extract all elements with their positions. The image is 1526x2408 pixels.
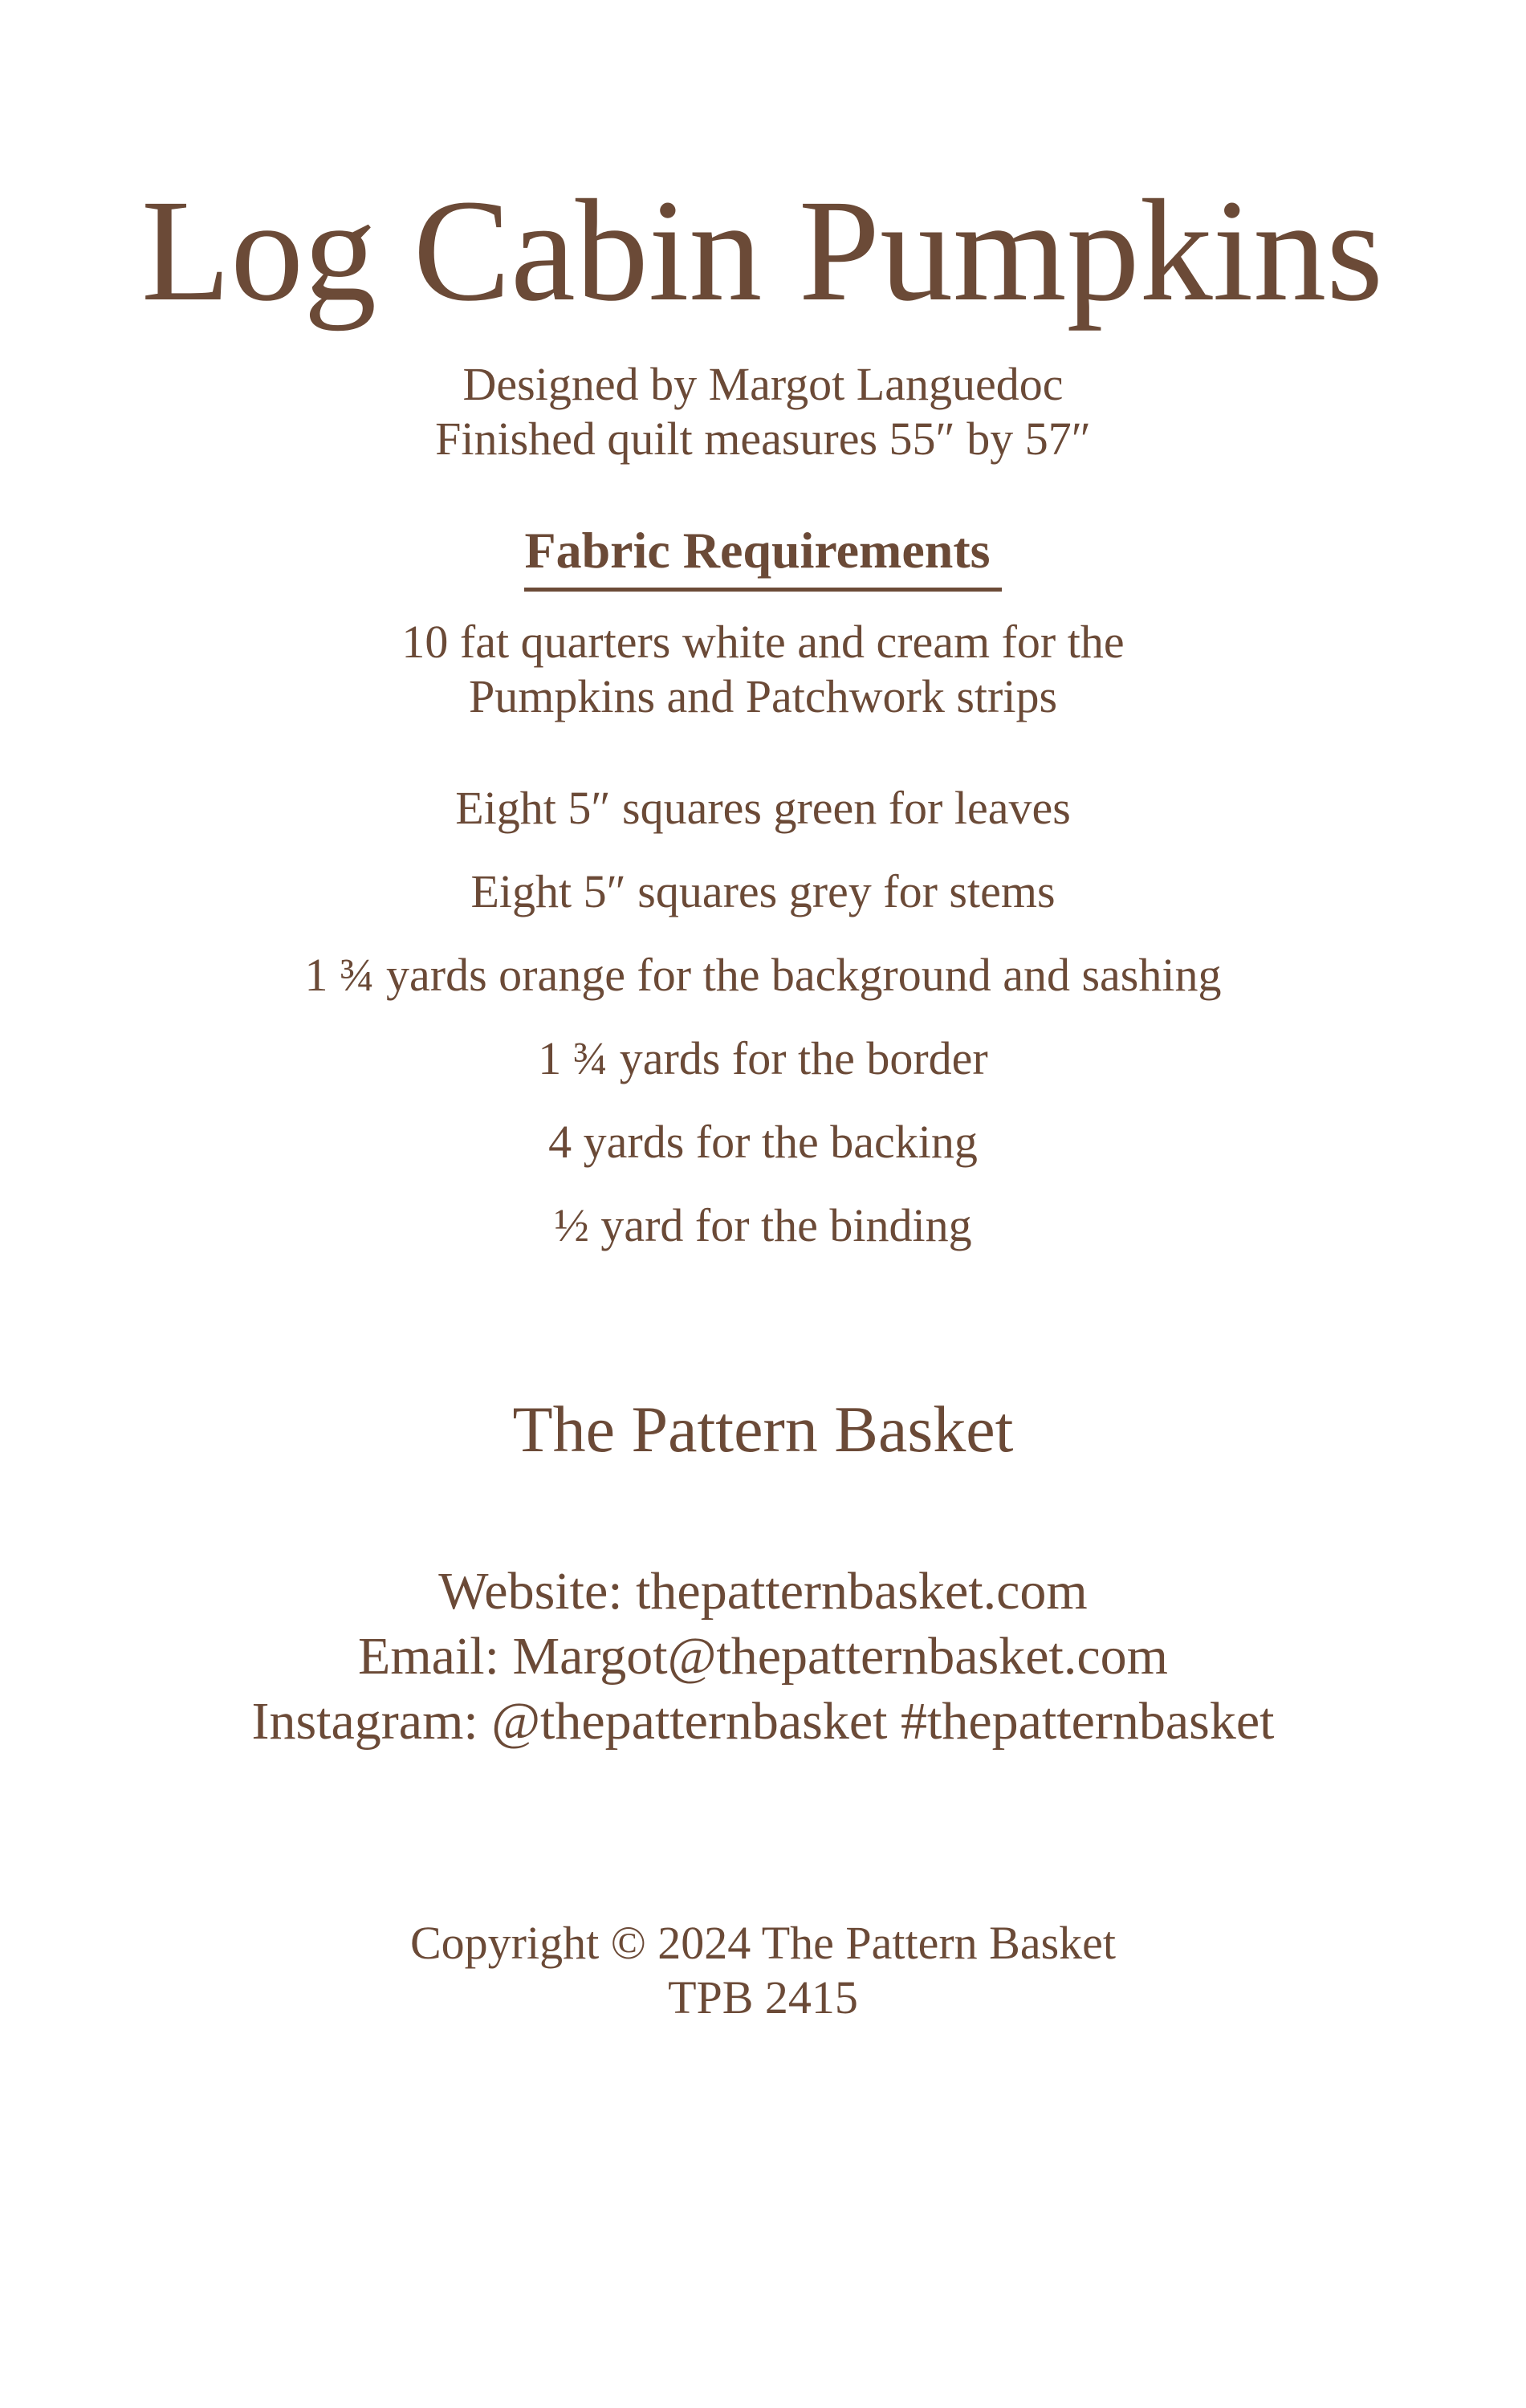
fabric-item: Eight 5″ squares green for leaves (455, 782, 1071, 834)
page-title: Log Cabin Pumpkins (140, 170, 1384, 332)
email-line: Email: Margot@thepatternbasket.com (358, 1627, 1168, 1686)
copyright-line: Copyright © 2024 The Pattern Basket (409, 1917, 1117, 1969)
fabric-heading-text: Fabric Requirements (524, 525, 1001, 592)
size-line: Finished quilt measures 55″ by 57″ (435, 413, 1091, 465)
fabric-intro-line-2: Pumpkins and Patchwork strips (468, 670, 1058, 722)
instagram-line: Instagram: @thepatternbasket #thepatternbasket (251, 1692, 1275, 1751)
fabric-intro-line-1: 10 fat quarters white and cream for the (401, 616, 1125, 668)
designer-line: Designed by Margot Languedoc (462, 358, 1064, 410)
fabric-item: ½ yard for the binding (554, 1199, 972, 1251)
pattern-code: TPB 2415 (668, 1971, 858, 2024)
fabric-heading (0, 522, 1526, 592)
fabric-item: 1 ¾ yards for the border (538, 1032, 988, 1084)
brand-name: The Pattern Basket (512, 1393, 1014, 1466)
fabric-item: Eight 5″ squares grey for stems (470, 865, 1056, 917)
fabric-item: 1 ¾ yards orange for the background and sashing (304, 949, 1222, 1001)
fabric-item: 4 yards for the backing (548, 1116, 978, 1168)
website-line: Website: thepatternbasket.com (438, 1562, 1088, 1621)
